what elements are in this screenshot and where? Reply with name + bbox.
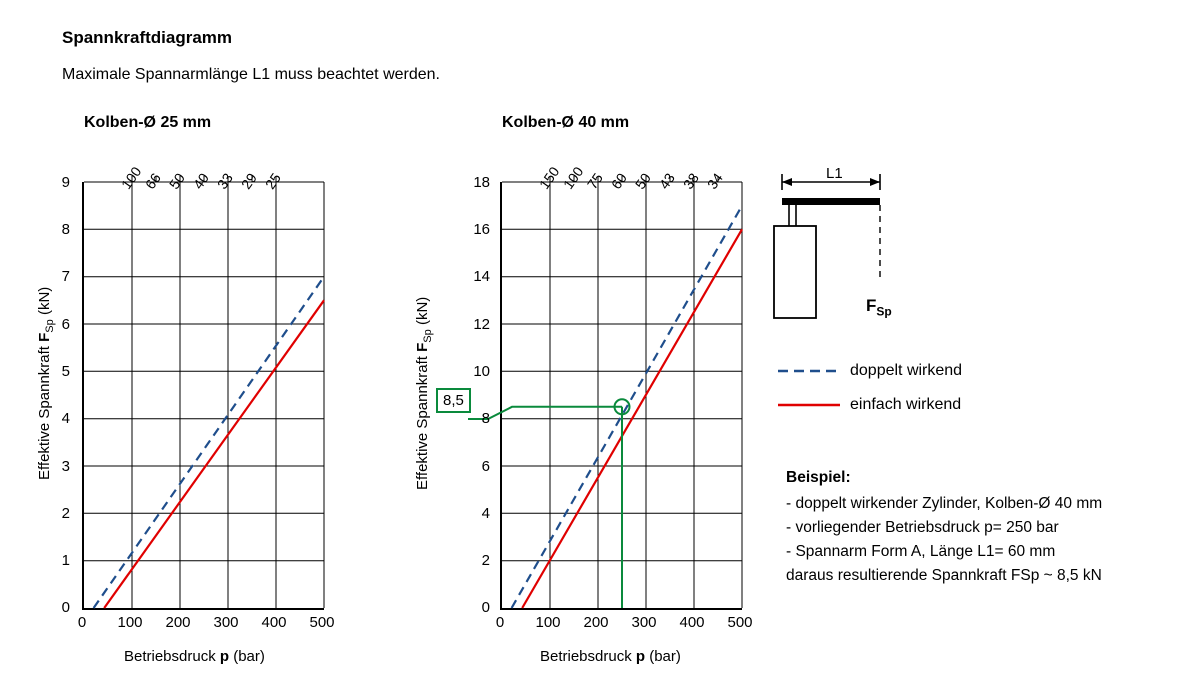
x-tick-label: 300	[631, 614, 657, 631]
x-tick-label: 100	[117, 614, 143, 631]
y-tick-label: 8	[481, 410, 490, 427]
plot-svg	[502, 182, 742, 608]
example-line: daraus resultierende Spannkraft FSp ~ 8,5 kN	[786, 567, 1102, 584]
y-tick-label: 18	[473, 174, 490, 191]
cylinder-diagram	[770, 160, 950, 350]
x-tick-label: 400	[679, 614, 705, 631]
x-axis-label: Betriebsdruck p (bar)	[124, 648, 265, 665]
y-tick-label: 0	[61, 599, 70, 616]
top-tick-label: 33	[213, 170, 236, 192]
page-subtitle: Maximale Spannarmlänge L1 muss beachtet werden.	[62, 66, 440, 83]
y-tick-label: 6	[61, 316, 70, 333]
y-tick-label: 16	[473, 221, 490, 238]
cylinder-diagram-svg	[770, 160, 950, 350]
y-tick-label: 4	[481, 505, 490, 522]
legend	[778, 358, 962, 418]
legend-swatch-solid	[778, 398, 840, 412]
top-tick-label: 50	[631, 170, 654, 192]
page-title: Spannkraftdiagramm	[62, 28, 233, 47]
y-tick-label: 8	[61, 221, 70, 238]
chart-title: Kolben-Ø 40 mm	[502, 114, 630, 131]
x-tick-label: 500	[309, 614, 335, 631]
y-tick-label: 4	[61, 410, 70, 427]
x-tick-label: 300	[213, 614, 239, 631]
force-label	[866, 296, 892, 318]
top-tick-label: 75	[583, 170, 606, 192]
example-heading: Beispiel:	[786, 469, 851, 486]
top-tick-label: 38	[679, 170, 702, 192]
plot-area	[500, 182, 742, 610]
legend-item-einfach-wirkend	[778, 392, 962, 418]
y-tick-label: 1	[61, 552, 70, 569]
top-tick-label: 150	[535, 163, 563, 192]
y-tick-label: 12	[473, 316, 490, 333]
x-tick-label: 400	[261, 614, 287, 631]
y-tick-label: 2	[61, 505, 70, 522]
y-tick-label: 2	[481, 552, 490, 569]
x-tick-label: 200	[165, 614, 191, 631]
y-tick-label: 0	[481, 599, 490, 616]
example-line: - doppelt wirkender Zylinder, Kolben-Ø 40 mm	[786, 495, 1103, 512]
y-axis-label: Effektive Spannkraft $F_{Sp}$ (kN)	[414, 296, 434, 490]
legend-label: einfach wirkend	[850, 396, 962, 413]
chart-title: Kolben-Ø 25 mm	[84, 114, 212, 131]
x-tick-label: 100	[535, 614, 561, 631]
y-tick-label: 3	[61, 458, 70, 475]
top-tick-label: 100	[559, 163, 587, 192]
y-tick-label: 14	[473, 268, 490, 285]
top-tick-label: 43	[655, 170, 678, 192]
y-tick-label: 10	[473, 363, 490, 380]
example-block	[786, 466, 1186, 588]
x-tick-label: 200	[583, 614, 609, 631]
top-tick-label: 29	[237, 170, 260, 192]
force-symbol: F	[866, 296, 877, 315]
x-tick-label: 500	[727, 614, 753, 631]
legend-swatch-dashed	[778, 364, 840, 378]
top-tick-label: 66	[141, 170, 164, 192]
y-tick-label: 6	[481, 458, 490, 475]
force-subscript: Sp	[876, 304, 892, 319]
y-axis-label: Effektive Spannkraft $F_{Sp}$ (kN)	[36, 286, 56, 480]
top-tick-label: 50	[165, 170, 188, 192]
annotation-value: 8,5	[436, 388, 471, 413]
legend-item-doppelt-wirkend	[778, 358, 962, 384]
x-tick-label: 0	[495, 614, 505, 631]
dimension-label: L1	[826, 165, 843, 182]
top-tick-label: 34	[703, 170, 726, 192]
y-tick-label: 9	[61, 174, 70, 191]
x-tick-label: 0	[77, 614, 87, 631]
example-line: - Spannarm Form A, Länge L1= 60 mm	[786, 543, 1056, 560]
top-tick-label: 60	[607, 170, 630, 192]
y-tick-label: 7	[61, 268, 70, 285]
y-tick-label: 5	[61, 363, 70, 380]
top-tick-label: 25	[261, 170, 284, 192]
top-tick-label: 100	[117, 163, 145, 192]
legend-label: doppelt wirkend	[850, 362, 963, 379]
x-axis-label: Betriebsdruck p (bar)	[540, 648, 681, 665]
example-line: - vorliegender Betriebsdruck p= 250 bar	[786, 519, 1059, 536]
top-tick-label: 40	[189, 170, 212, 192]
annotation-leader	[468, 407, 622, 419]
